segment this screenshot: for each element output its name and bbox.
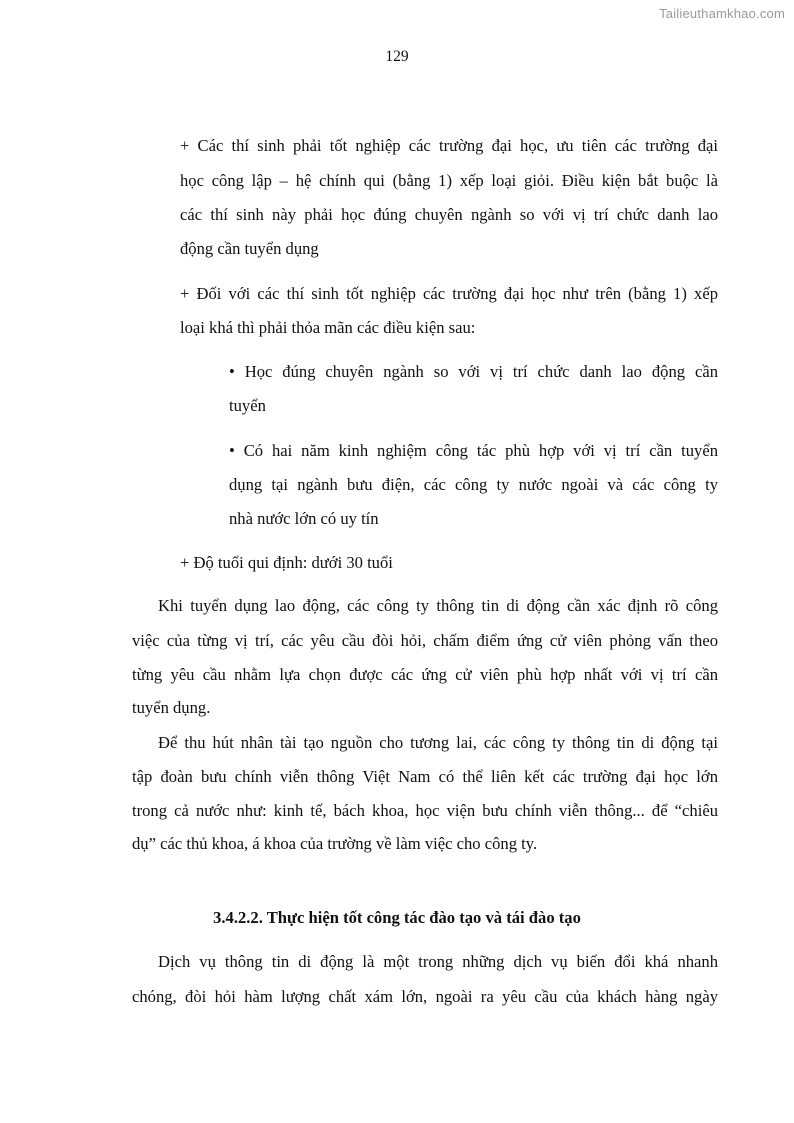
paragraph-line: trong cả nước như: kinh tế, bách khoa, học viện bưu chính viễn thông... để “chiêu — [132, 801, 718, 820]
paragraph-line: chóng, đòi hỏi hàm lượng chất xám lớn, ngoài ra yêu cầu của khách hàng ngày — [132, 987, 718, 1006]
bullet-item-line: nhà nước lớn có uy tín — [229, 509, 379, 528]
bullet-item-line: dụng tại ngành bưu điện, các công ty nước ngoài và các công ty — [229, 475, 718, 494]
paragraph-line: động cần tuyển dụng — [180, 239, 319, 258]
paragraph-line: tập đoàn bưu chính viễn thông Việt Nam có thể liên kết các trường đại học lớn — [132, 767, 718, 786]
bullet-item-line: tuyển — [229, 396, 266, 415]
paragraph-line: dụ” các thủ khoa, á khoa của trường về làm việc cho công ty. — [132, 834, 538, 853]
section-heading: 3.4.2.2. Thực hiện tốt công tác đào tạo và tái đào tạo — [213, 908, 581, 927]
watermark: Tailieuthamkhao.com — [659, 6, 785, 21]
bullet-item-line: • Có hai năm kinh nghiệm công tác phù hợp với vị trí cần tuyển — [229, 441, 718, 460]
paragraph-line: tuyển dụng. — [132, 698, 211, 717]
paragraph-line: Để thu hút nhân tài tạo nguồn cho tương lai, các công ty thông tin di động tại — [158, 733, 718, 752]
paragraph-line: các thí sinh này phải học đúng chuyên ngành so với vị trí chức danh lao — [180, 205, 718, 224]
paragraph-line: từng yêu cầu nhằm lựa chọn được các ứng cử viên phù hợp nhất với vị trí cần — [132, 665, 718, 684]
paragraph-line: + Các thí sinh phải tốt nghiệp các trường đại học, ưu tiên các trường đại — [180, 136, 718, 155]
paragraph-line: Khi tuyển dụng lao động, các công ty thông tin di động cần xác định rõ công — [158, 596, 718, 615]
paragraph-line: + Đối với các thí sinh tốt nghiệp các trường đại học như trên (bằng 1) xếp — [180, 284, 718, 303]
bullet-item-line: • Học đúng chuyên ngành so với vị trí chức danh lao động cần — [229, 362, 718, 381]
paragraph-line: + Độ tuổi qui định: dưới 30 tuổi — [180, 553, 393, 572]
paragraph-line: Dịch vụ thông tin di động là một trong những dịch vụ biến đổi khá nhanh — [158, 952, 718, 971]
page-number: 129 — [385, 48, 409, 65]
paragraph-line: việc của từng vị trí, các yêu cầu đòi hỏi, chấm điểm ứng cử viên phỏng vấn theo — [132, 631, 718, 650]
paragraph-line: loại khá thì phải thỏa mãn các điều kiện sau: — [180, 318, 476, 337]
paragraph-line: học công lập – hệ chính qui (bằng 1) xếp loại giỏi. Điều kiện bắt buộc là — [180, 171, 718, 190]
